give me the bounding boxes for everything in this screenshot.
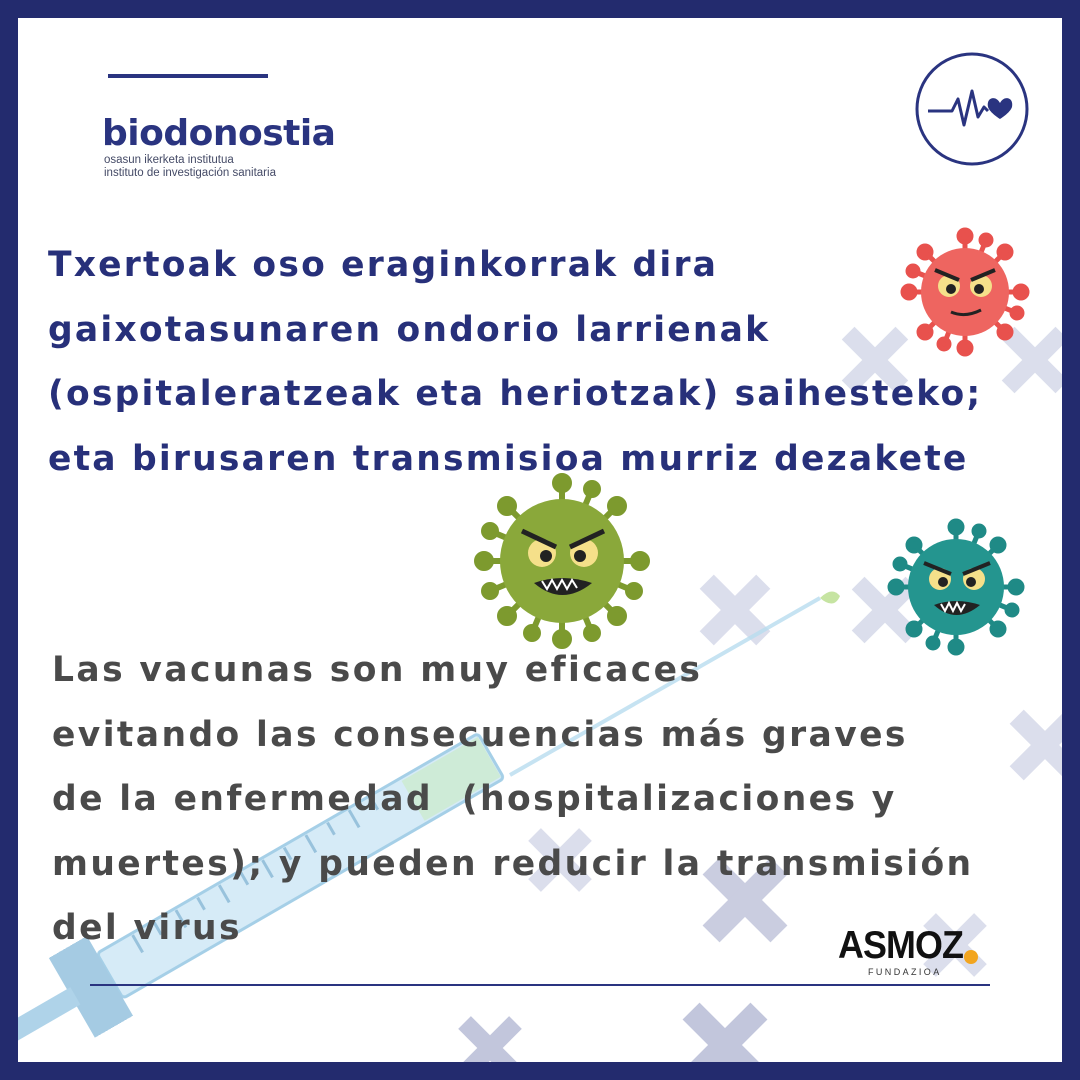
logo-wordmark: biodonostia [102, 113, 336, 154]
top-divider [108, 74, 268, 78]
spanish-line: evitando las consecuencias más graves [52, 714, 908, 755]
basque-line: (ospitaleratzeak eta heriotzak) saihesteko; [48, 374, 983, 414]
asmoz-wordmark: ASMOZ [838, 924, 963, 967]
basque-line: eta birusaren transmisioa murriz dezakete [48, 438, 969, 479]
asmoz-logo [838, 926, 974, 978]
basque-message [48, 233, 1048, 491]
spanish-line: muertes); y pueden reducir la transmisión [52, 843, 974, 884]
biodonostia-logo [102, 114, 335, 180]
asmoz-subtitle: FUNDAZIOA [868, 967, 942, 977]
basque-line: gaixotasunaren ondorio larrienak [48, 309, 771, 350]
bottom-divider [90, 984, 990, 986]
asmoz-dot-icon [964, 950, 978, 964]
logo-subtitle-1: osasun ikerketa institutua [104, 154, 234, 166]
spanish-line: Las vacunas son muy eficaces [52, 650, 703, 690]
logo-subtitle-2: instituto de investigación sanitaria [104, 167, 276, 179]
virus-green-icon [477, 476, 647, 646]
spanish-message [52, 638, 1042, 961]
spanish-line: de la enfermedad (hospitalizaciones y [52, 779, 897, 819]
heartbeat-heart-icon [914, 51, 1030, 167]
spanish-line: del virus [52, 908, 242, 948]
basque-line: Txertoak oso eraginkorrak dira [48, 245, 719, 285]
virus-teal-icon [890, 521, 1022, 653]
